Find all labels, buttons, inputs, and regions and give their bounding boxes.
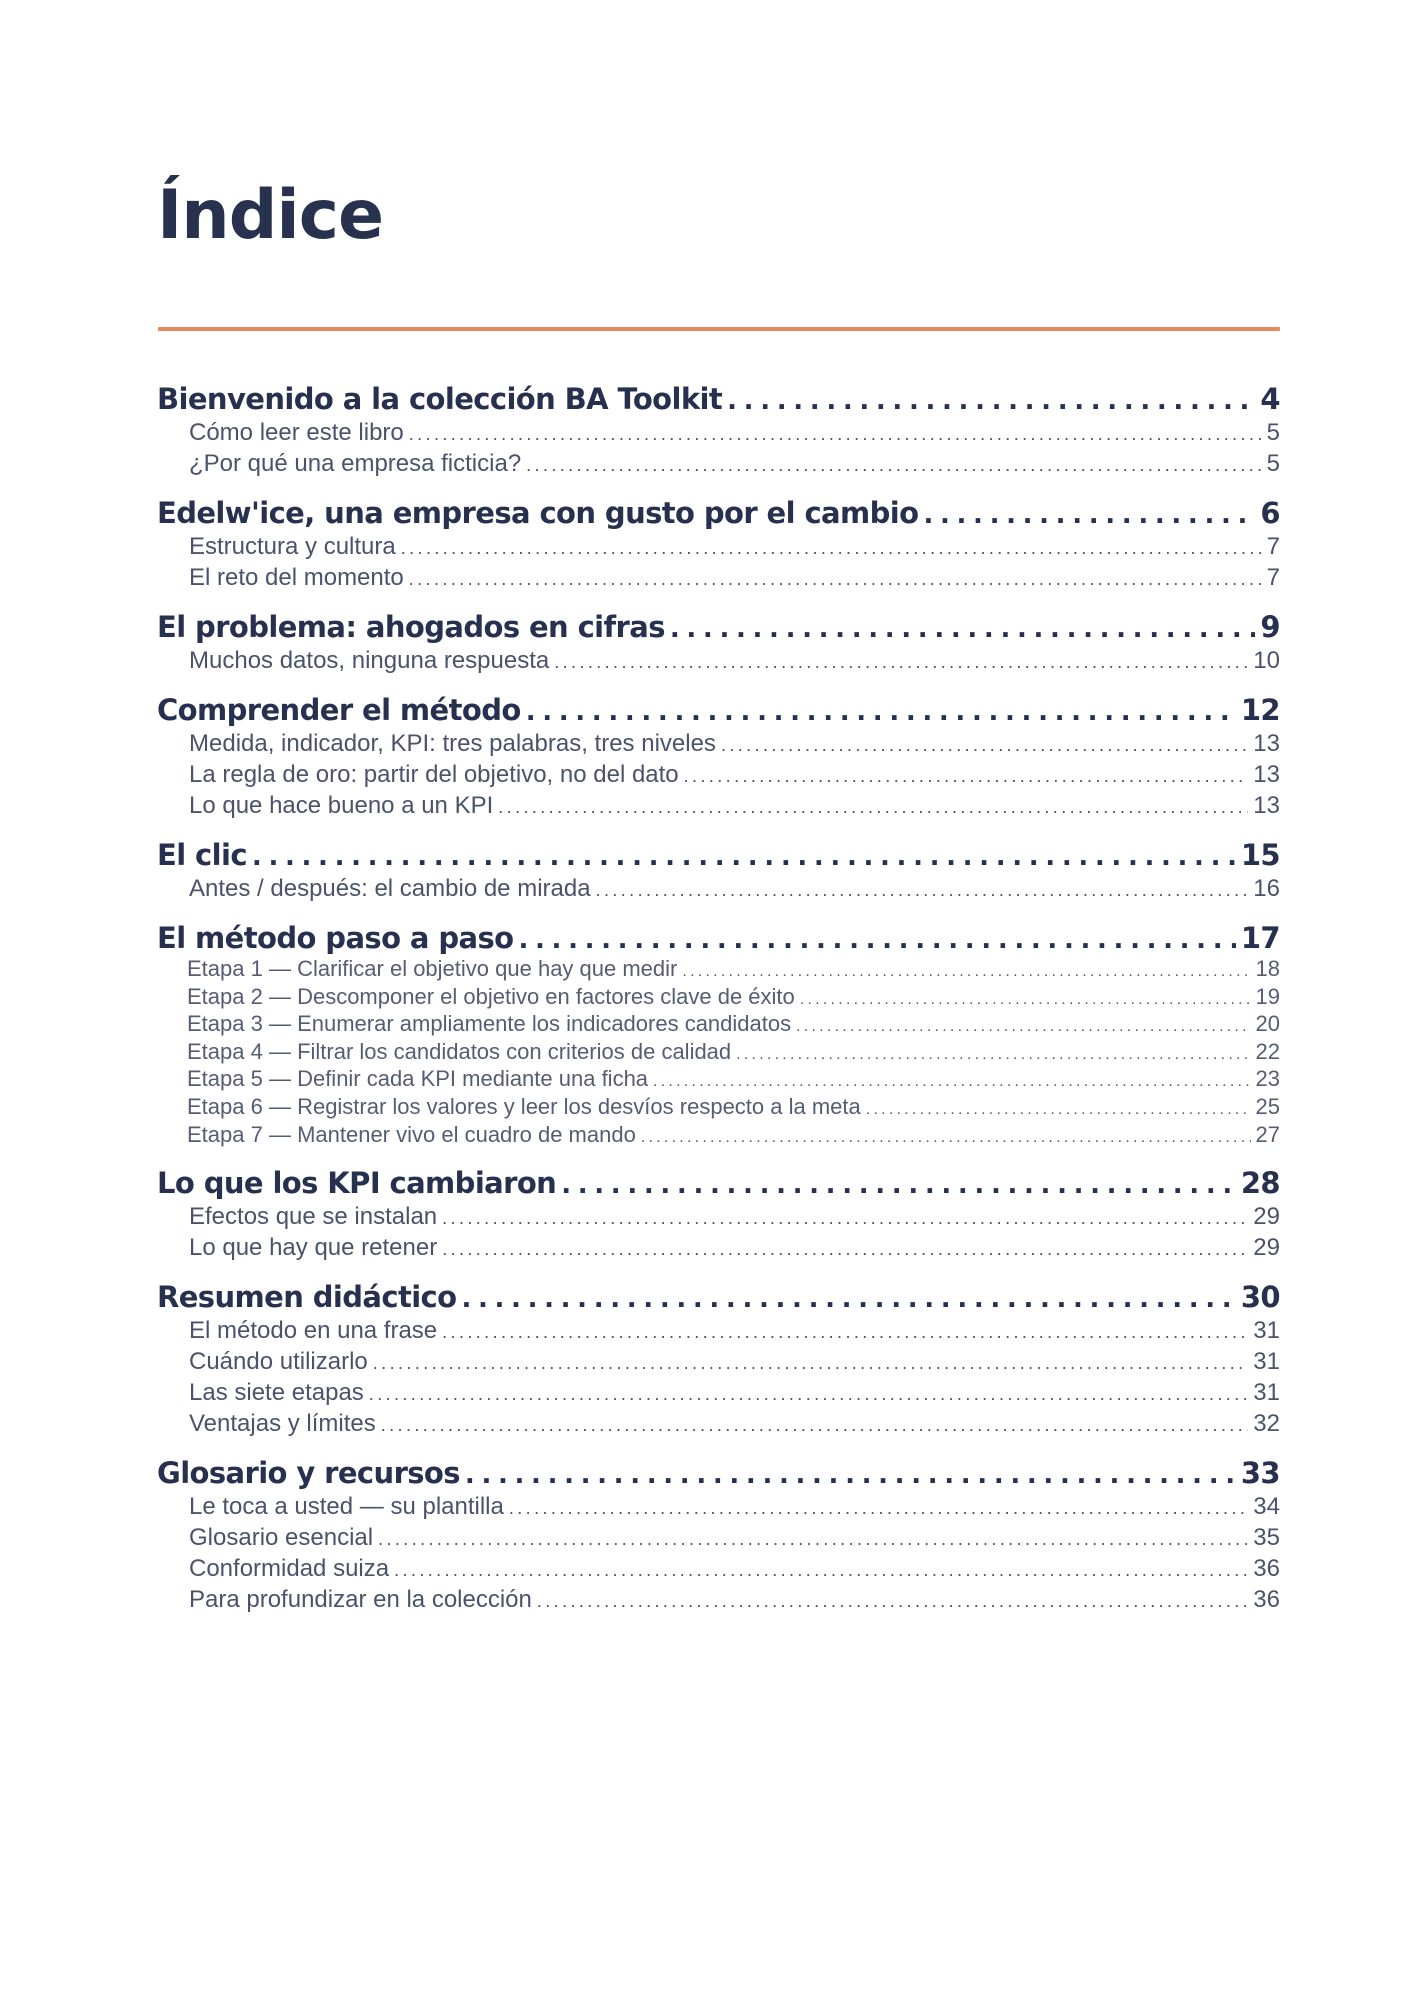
- toc-subsection-entry-title: ¿Por qué una empresa ficticia?: [189, 450, 522, 477]
- dot-leader: [409, 418, 1262, 449]
- toc-subsection-entry-page-number: 36: [1253, 1555, 1280, 1583]
- toc-subsection-entry-page-number: 31: [1253, 1348, 1280, 1376]
- toc-subsection-entry[interactable]: [157, 1233, 1280, 1264]
- toc-chapter-entry[interactable]: [157, 1280, 1280, 1316]
- toc-subsection-entry-title: Le toca a usted — su plantilla: [189, 1493, 504, 1521]
- dot-leader: [369, 1378, 1249, 1409]
- toc-subsection-entry-page-number: 5: [1266, 419, 1280, 446]
- toc-subsection-entry-page-number: 20: [1255, 1011, 1280, 1037]
- toc-subsection-entry[interactable]: [157, 1316, 1280, 1347]
- toc-chapter-entry[interactable]: [157, 1166, 1280, 1202]
- toc-chapter-entry[interactable]: [157, 1456, 1280, 1492]
- toc-subsection-entry-title: Etapa 3 — Enumerar ampliamente los indicadores candidatos: [187, 1011, 792, 1037]
- toc-subsection-entry-page-number: 31: [1253, 1379, 1280, 1407]
- toc-subsection-entry[interactable]: [157, 1523, 1280, 1554]
- dot-leader: [727, 382, 1255, 418]
- toc-section: [157, 1456, 1280, 1616]
- dot-leader: [653, 1067, 1250, 1095]
- toc-subsection-entry-title: Medida, indicador, KPI: tres palabras, tres niveles: [189, 730, 716, 757]
- toc-chapter-entry-title: El problema: ahogados en cifras: [157, 610, 665, 644]
- toc-subsection-entry-page-number: 29: [1253, 1234, 1280, 1262]
- toc-subsection-entry-page-number: 7: [1266, 533, 1280, 560]
- toc-section: [157, 921, 1280, 1150]
- toc-subsection-entry[interactable]: [157, 874, 1280, 905]
- toc-subsection-entry[interactable]: [157, 646, 1280, 677]
- dot-leader: [373, 1347, 1249, 1378]
- dot-leader: [509, 1492, 1248, 1523]
- toc-subsection-entry-title: El reto del momento: [189, 564, 404, 591]
- toc-subsection-entry-title: Etapa 2 — Descomponer el objetivo en factores clave de éxito: [187, 983, 795, 1009]
- toc-chapter-entry-title: Edelw'ice, una empresa con gusto por el cambio: [157, 496, 919, 530]
- toc-chapter-entry-page-number: 15: [1240, 838, 1280, 872]
- dot-leader: [498, 791, 1248, 822]
- toc-subsection-entry[interactable]: [157, 1378, 1280, 1409]
- toc-subsection-entry[interactable]: [157, 1409, 1280, 1440]
- toc-subsection-entry-page-number: 32: [1253, 1410, 1280, 1438]
- toc-section: [157, 1166, 1280, 1264]
- dot-leader: [465, 1456, 1236, 1492]
- dot-leader: [596, 874, 1249, 905]
- toc-chapter-entry-page-number: 33: [1240, 1456, 1280, 1491]
- toc-subsection-entry[interactable]: [157, 1347, 1280, 1378]
- dot-leader: [796, 1012, 1250, 1040]
- dot-leader: [670, 610, 1256, 646]
- toc-subsection-entry-title: Etapa 5 — Definir cada KPI mediante una ficha: [187, 1066, 649, 1092]
- toc-chapter-entry-page-number: 9: [1260, 610, 1280, 644]
- dot-leader: [519, 921, 1236, 957]
- toc-subsection-entry-page-number: 5: [1266, 450, 1280, 477]
- toc-subsection-entry-title: Muchos datos, ninguna respuesta: [189, 647, 550, 674]
- toc-subsection-entry[interactable]: [157, 1123, 1280, 1151]
- dot-leader: [394, 1554, 1248, 1585]
- toc-chapter-entry-title: Resumen didáctico: [157, 1280, 457, 1315]
- toc-subsection-entry-title: Antes / después: el cambio de mirada: [189, 875, 591, 902]
- toc-chapter-entry-title: Glosario y recursos: [157, 1456, 460, 1491]
- toc-subsection-entry-page-number: 34: [1253, 1493, 1280, 1521]
- toc-subsection-entry-page-number: 13: [1253, 730, 1280, 757]
- dot-leader: [442, 1233, 1248, 1264]
- dot-leader: [736, 1040, 1250, 1068]
- toc-subsection-entry-page-number: 18: [1255, 956, 1280, 981]
- toc-section: [157, 693, 1280, 822]
- toc-subsection-entry-title: Etapa 6 — Registrar los valores y leer los desvíos respecto a la meta: [187, 1093, 861, 1119]
- toc-subsection-entry-title: Efectos que se instalan: [189, 1203, 438, 1231]
- dot-leader: [684, 760, 1249, 791]
- dot-leader: [401, 532, 1262, 563]
- toc-subsection-entry-title: Etapa 7 — Mantener vivo el cuadro de mando: [187, 1121, 636, 1147]
- toc-chapter-entry-page-number: 12: [1240, 693, 1280, 727]
- toc-subsection-entry-title: Cuándo utilizarlo: [189, 1348, 368, 1376]
- dot-leader: [378, 1523, 1248, 1554]
- dot-leader: [866, 1095, 1251, 1123]
- toc-subsection-entry[interactable]: [157, 957, 1280, 985]
- toc-subsection-entry[interactable]: [157, 729, 1280, 760]
- toc-subsection-entry-page-number: 7: [1266, 564, 1280, 591]
- dot-leader: [682, 957, 1250, 985]
- toc-subsection-entry-page-number: 13: [1253, 792, 1280, 819]
- dot-leader: [554, 646, 1248, 677]
- toc-subsection-entry-title: Lo que hace bueno a un KPI: [189, 792, 494, 819]
- dot-leader: [442, 1316, 1248, 1347]
- dot-leader: [409, 563, 1262, 594]
- toc-subsection-entry-page-number: 23: [1255, 1066, 1280, 1092]
- toc-subsection-entry-page-number: 19: [1255, 983, 1280, 1009]
- toc-chapter-entry-title: El clic: [157, 838, 247, 872]
- toc-subsection-entry[interactable]: [157, 1554, 1280, 1585]
- toc-subsection-entry-title: La regla de oro: partir del objetivo, no del dato: [189, 761, 679, 788]
- toc-chapter-entry-title: El método paso a paso: [157, 921, 514, 955]
- toc-subsection-entry-page-number: 35: [1253, 1524, 1280, 1552]
- toc-chapter-entry-page-number: 6: [1260, 496, 1280, 530]
- toc-subsection-entry-page-number: 31: [1253, 1317, 1280, 1345]
- toc-subsection-entry-title: Para profundizar en la colección: [189, 1586, 532, 1614]
- dot-leader: [800, 985, 1251, 1013]
- toc-chapter-entry[interactable]: [157, 921, 1280, 957]
- toc-subsection-entry-title: El método en una frase: [189, 1317, 438, 1345]
- toc-subsection-entry[interactable]: [157, 449, 1280, 480]
- dot-leader: [923, 496, 1255, 532]
- dot-leader: [442, 1202, 1248, 1233]
- dot-leader: [252, 838, 1236, 874]
- toc-chapter-entry-page-number: 30: [1240, 1280, 1280, 1315]
- toc-subsection-entry-title: Glosario esencial: [189, 1524, 374, 1552]
- toc-section: [157, 382, 1280, 480]
- toc-section: [157, 496, 1280, 594]
- dot-leader: [526, 449, 1261, 480]
- dot-leader: [526, 693, 1236, 729]
- toc-subsection-entry-page-number: 10: [1253, 647, 1280, 674]
- toc-subsection-entry[interactable]: [157, 791, 1280, 822]
- toc-subsection-entry[interactable]: [157, 1492, 1280, 1523]
- toc-subsection-entry-page-number: 36: [1253, 1586, 1280, 1614]
- toc-section: [157, 1280, 1280, 1440]
- toc-chapter-entry-title: Lo que los KPI cambiaron: [157, 1166, 557, 1201]
- toc-subsection-entry-title: Lo que hay que retener: [189, 1234, 438, 1262]
- dot-leader: [461, 1280, 1235, 1316]
- toc-chapter-entry[interactable]: [157, 693, 1280, 729]
- toc-subsection-entry-title: Etapa 1 — Clarificar el objetivo que hay que medir: [187, 956, 678, 981]
- toc-chapter-entry[interactable]: [157, 496, 1280, 532]
- toc-subsection-entry-page-number: 13: [1253, 761, 1280, 788]
- toc-chapter-entry-page-number: 28: [1240, 1166, 1280, 1201]
- toc-chapter-entry[interactable]: [157, 610, 1280, 646]
- toc-subsection-entry-title: Etapa 4 — Filtrar los candidatos con criterios de calidad: [187, 1038, 732, 1064]
- toc-subsection-entry[interactable]: [157, 563, 1280, 594]
- dot-leader: [561, 1166, 1236, 1202]
- toc-subsection-entry[interactable]: [157, 1202, 1280, 1233]
- toc-chapter-entry[interactable]: [157, 838, 1280, 874]
- toc-subsection-entry[interactable]: [157, 532, 1280, 563]
- dot-leader: [641, 1123, 1251, 1151]
- toc-subsection-entry[interactable]: [157, 1012, 1280, 1040]
- toc-subsection-entry-page-number: 25: [1255, 1093, 1280, 1119]
- toc-subsection-entry-page-number: 29: [1253, 1203, 1280, 1231]
- page-title: Índice: [157, 176, 384, 255]
- toc-chapter-entry-title: Comprender el método: [157, 693, 521, 727]
- toc-subsection-entry-page-number: 22: [1255, 1038, 1280, 1064]
- table-of-contents: [157, 382, 1280, 1632]
- toc-subsection-entry-title: Estructura y cultura: [189, 533, 396, 560]
- toc-subsection-entry-title: Las siete etapas: [189, 1379, 364, 1407]
- toc-subsection-entry-title: Ventajas y límites: [189, 1410, 376, 1438]
- toc-subsection-entry[interactable]: [157, 418, 1280, 449]
- toc-chapter-entry-title: Bienvenido a la colección BA Toolkit: [157, 382, 723, 416]
- toc-subsection-entry[interactable]: [157, 1585, 1280, 1616]
- toc-chapter-entry[interactable]: [157, 382, 1280, 418]
- title-divider: [158, 327, 1280, 331]
- toc-subsection-entry[interactable]: [157, 1095, 1280, 1123]
- toc-chapter-entry-page-number: 17: [1240, 921, 1280, 955]
- toc-subsection-entry[interactable]: [157, 1067, 1280, 1095]
- dot-leader: [537, 1585, 1248, 1616]
- toc-subsection-entry[interactable]: [157, 1040, 1280, 1068]
- toc-section: [157, 838, 1280, 905]
- toc-subsection-entry-title: Cómo leer este libro: [189, 419, 404, 446]
- toc-subsection-entry-page-number: 27: [1255, 1121, 1280, 1147]
- dot-leader: [721, 729, 1248, 760]
- dot-leader: [381, 1409, 1249, 1440]
- toc-subsection-entry[interactable]: [157, 985, 1280, 1013]
- toc-chapter-entry-page-number: 4: [1260, 382, 1280, 416]
- toc-subsection-entry[interactable]: [157, 760, 1280, 791]
- toc-subsection-entry-page-number: 16: [1253, 875, 1280, 902]
- toc-section: [157, 610, 1280, 677]
- toc-subsection-entry-title: Conformidad suiza: [189, 1555, 390, 1583]
